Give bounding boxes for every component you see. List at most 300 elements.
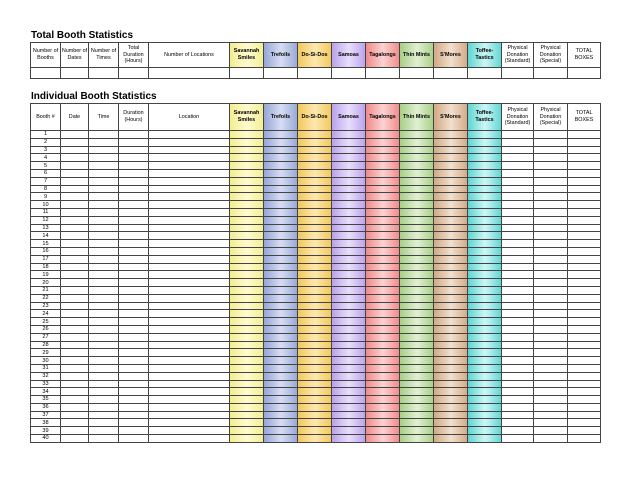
booth-cell-physical-donation-standard[interactable] (502, 255, 534, 263)
booth-cell-samoas[interactable] (332, 427, 366, 435)
booth-cell-samoas[interactable] (332, 349, 366, 357)
booth-cell-thin-mints[interactable] (400, 279, 434, 287)
booth-cell-tagalongs[interactable] (366, 154, 400, 162)
booth-cell-total-boxes[interactable] (568, 247, 601, 255)
booth-cell-do-si-dos[interactable] (298, 302, 332, 310)
booth-cell-savannah-smiles[interactable] (230, 388, 264, 396)
booth-cell-duration[interactable] (119, 380, 149, 388)
booth-cell-toffee-tastics[interactable] (468, 310, 502, 318)
total-cell-number-of-booths[interactable] (31, 68, 61, 79)
booth-cell-toffee-tastics[interactable] (468, 364, 502, 372)
booth-cell-physical-donation-special[interactable] (534, 177, 568, 185)
booth-cell-physical-donation-standard[interactable] (502, 333, 534, 341)
booth-cell-physical-donation-standard[interactable] (502, 411, 534, 419)
booth-cell-do-si-dos[interactable] (298, 357, 332, 365)
booth-cell-trefoils[interactable] (264, 435, 298, 443)
booth-cell-toffee-tastics[interactable] (468, 255, 502, 263)
booth-cell-location[interactable] (149, 271, 230, 279)
booth-cell-toffee-tastics[interactable] (468, 325, 502, 333)
booth-cell-smores[interactable] (434, 357, 468, 365)
booth-cell-do-si-dos[interactable] (298, 240, 332, 248)
booth-cell-do-si-dos[interactable] (298, 388, 332, 396)
booth-cell-samoas[interactable] (332, 193, 366, 201)
booth-cell-date[interactable] (61, 247, 89, 255)
booth-cell-savannah-smiles[interactable] (230, 263, 264, 271)
booth-cell-physical-donation-standard[interactable] (502, 286, 534, 294)
booth-cell-thin-mints[interactable] (400, 380, 434, 388)
booth-cell-time[interactable] (89, 201, 119, 209)
booth-cell-samoas[interactable] (332, 169, 366, 177)
booth-cell-physical-donation-special[interactable] (534, 240, 568, 248)
booth-cell-location[interactable] (149, 224, 230, 232)
booth-cell-do-si-dos[interactable] (298, 162, 332, 170)
booth-cell-thin-mints[interactable] (400, 154, 434, 162)
booth-cell-savannah-smiles[interactable] (230, 396, 264, 404)
booth-cell-thin-mints[interactable] (400, 247, 434, 255)
booth-cell-toffee-tastics[interactable] (468, 411, 502, 419)
booth-cell-trefoils[interactable] (264, 271, 298, 279)
booth-cell-trefoils[interactable] (264, 263, 298, 271)
booth-cell-savannah-smiles[interactable] (230, 403, 264, 411)
booth-cell-do-si-dos[interactable] (298, 325, 332, 333)
booth-cell-duration[interactable] (119, 216, 149, 224)
booth-cell-do-si-dos[interactable] (298, 177, 332, 185)
booth-cell-thin-mints[interactable] (400, 388, 434, 396)
booth-cell-do-si-dos[interactable] (298, 364, 332, 372)
booth-cell-savannah-smiles[interactable] (230, 333, 264, 341)
booth-cell-date[interactable] (61, 131, 89, 139)
booth-cell-total-boxes[interactable] (568, 357, 601, 365)
booth-cell-time[interactable] (89, 146, 119, 154)
booth-cell-trefoils[interactable] (264, 341, 298, 349)
booth-cell-duration[interactable] (119, 131, 149, 139)
booth-cell-physical-donation-standard[interactable] (502, 271, 534, 279)
booth-cell-toffee-tastics[interactable] (468, 216, 502, 224)
booth-cell-physical-donation-standard[interactable] (502, 435, 534, 443)
booth-cell-total-boxes[interactable] (568, 435, 601, 443)
booth-cell-toffee-tastics[interactable] (468, 302, 502, 310)
booth-cell-physical-donation-special[interactable] (534, 388, 568, 396)
booth-cell-trefoils[interactable] (264, 185, 298, 193)
booth-cell-samoas[interactable] (332, 146, 366, 154)
booth-cell-total-boxes[interactable] (568, 302, 601, 310)
booth-cell-thin-mints[interactable] (400, 138, 434, 146)
booth-cell-smores[interactable] (434, 177, 468, 185)
booth-cell-samoas[interactable] (332, 396, 366, 404)
booth-cell-time[interactable] (89, 380, 119, 388)
booth-cell-location[interactable] (149, 255, 230, 263)
booth-cell-physical-donation-special[interactable] (534, 162, 568, 170)
booth-cell-physical-donation-special[interactable] (534, 349, 568, 357)
booth-cell-location[interactable] (149, 396, 230, 404)
booth-cell-do-si-dos[interactable] (298, 169, 332, 177)
booth-cell-toffee-tastics[interactable] (468, 341, 502, 349)
booth-cell-trefoils[interactable] (264, 154, 298, 162)
booth-cell-time[interactable] (89, 162, 119, 170)
booth-cell-tagalongs[interactable] (366, 294, 400, 302)
booth-cell-physical-donation-standard[interactable] (502, 162, 534, 170)
booth-cell-thin-mints[interactable] (400, 177, 434, 185)
booth-cell-trefoils[interactable] (264, 138, 298, 146)
booth-cell-tagalongs[interactable] (366, 279, 400, 287)
booth-cell-time[interactable] (89, 154, 119, 162)
booth-cell-tagalongs[interactable] (366, 349, 400, 357)
booth-cell-savannah-smiles[interactable] (230, 146, 264, 154)
booth-cell-duration[interactable] (119, 201, 149, 209)
booth-cell-physical-donation-standard[interactable] (502, 263, 534, 271)
booth-cell-trefoils[interactable] (264, 302, 298, 310)
booth-cell-tagalongs[interactable] (366, 271, 400, 279)
booth-cell-time[interactable] (89, 240, 119, 248)
booth-cell-total-boxes[interactable] (568, 263, 601, 271)
booth-cell-toffee-tastics[interactable] (468, 201, 502, 209)
booth-cell-date[interactable] (61, 435, 89, 443)
booth-cell-time[interactable] (89, 232, 119, 240)
booth-cell-total-boxes[interactable] (568, 318, 601, 326)
booth-cell-toffee-tastics[interactable] (468, 240, 502, 248)
booth-cell-tagalongs[interactable] (366, 131, 400, 139)
booth-cell-time[interactable] (89, 318, 119, 326)
booth-cell-trefoils[interactable] (264, 169, 298, 177)
booth-cell-toffee-tastics[interactable] (468, 349, 502, 357)
booth-cell-physical-donation-special[interactable] (534, 403, 568, 411)
booth-cell-savannah-smiles[interactable] (230, 341, 264, 349)
booth-cell-do-si-dos[interactable] (298, 310, 332, 318)
booth-cell-time[interactable] (89, 333, 119, 341)
booth-cell-total-boxes[interactable] (568, 349, 601, 357)
booth-cell-time[interactable] (89, 357, 119, 365)
booth-cell-samoas[interactable] (332, 224, 366, 232)
booth-cell-trefoils[interactable] (264, 396, 298, 404)
booth-cell-total-boxes[interactable] (568, 138, 601, 146)
booth-cell-savannah-smiles[interactable] (230, 208, 264, 216)
booth-cell-thin-mints[interactable] (400, 427, 434, 435)
booth-cell-thin-mints[interactable] (400, 294, 434, 302)
booth-cell-date[interactable] (61, 169, 89, 177)
booth-cell-physical-donation-standard[interactable] (502, 357, 534, 365)
booth-cell-thin-mints[interactable] (400, 396, 434, 404)
booth-cell-smores[interactable] (434, 232, 468, 240)
booth-cell-do-si-dos[interactable] (298, 224, 332, 232)
booth-cell-smores[interactable] (434, 208, 468, 216)
booth-cell-physical-donation-standard[interactable] (502, 131, 534, 139)
booth-cell-samoas[interactable] (332, 294, 366, 302)
booth-cell-do-si-dos[interactable] (298, 131, 332, 139)
booth-cell-physical-donation-standard[interactable] (502, 138, 534, 146)
booth-cell-smores[interactable] (434, 294, 468, 302)
booth-cell-samoas[interactable] (332, 435, 366, 443)
booth-cell-samoas[interactable] (332, 403, 366, 411)
booth-cell-smores[interactable] (434, 240, 468, 248)
booth-cell-tagalongs[interactable] (366, 435, 400, 443)
booth-cell-time[interactable] (89, 247, 119, 255)
booth-cell-duration[interactable] (119, 325, 149, 333)
booth-cell-toffee-tastics[interactable] (468, 372, 502, 380)
booth-cell-toffee-tastics[interactable] (468, 247, 502, 255)
booth-cell-physical-donation-standard[interactable] (502, 364, 534, 372)
booth-cell-smores[interactable] (434, 411, 468, 419)
booth-cell-toffee-tastics[interactable] (468, 208, 502, 216)
booth-cell-savannah-smiles[interactable] (230, 162, 264, 170)
booth-cell-samoas[interactable] (332, 271, 366, 279)
booth-cell-time[interactable] (89, 138, 119, 146)
booth-cell-physical-donation-special[interactable] (534, 380, 568, 388)
booth-cell-date[interactable] (61, 341, 89, 349)
booth-cell-do-si-dos[interactable] (298, 380, 332, 388)
booth-cell-time[interactable] (89, 388, 119, 396)
booth-cell-duration[interactable] (119, 232, 149, 240)
booth-cell-trefoils[interactable] (264, 162, 298, 170)
booth-cell-savannah-smiles[interactable] (230, 419, 264, 427)
total-cell-tagalongs[interactable] (366, 68, 400, 79)
booth-cell-thin-mints[interactable] (400, 419, 434, 427)
booth-cell-total-boxes[interactable] (568, 208, 601, 216)
booth-cell-location[interactable] (149, 232, 230, 240)
booth-cell-total-boxes[interactable] (568, 388, 601, 396)
booth-cell-time[interactable] (89, 208, 119, 216)
booth-cell-trefoils[interactable] (264, 357, 298, 365)
booth-cell-trefoils[interactable] (264, 177, 298, 185)
booth-cell-duration[interactable] (119, 169, 149, 177)
booth-cell-physical-donation-special[interactable] (534, 247, 568, 255)
booth-cell-tagalongs[interactable] (366, 427, 400, 435)
booth-cell-date[interactable] (61, 310, 89, 318)
booth-cell-trefoils[interactable] (264, 427, 298, 435)
booth-cell-time[interactable] (89, 302, 119, 310)
booth-cell-smores[interactable] (434, 146, 468, 154)
booth-cell-samoas[interactable] (332, 185, 366, 193)
booth-cell-tagalongs[interactable] (366, 208, 400, 216)
total-cell-smores[interactable] (434, 68, 468, 79)
booth-cell-do-si-dos[interactable] (298, 341, 332, 349)
booth-cell-location[interactable] (149, 162, 230, 170)
booth-cell-date[interactable] (61, 154, 89, 162)
booth-cell-tagalongs[interactable] (366, 185, 400, 193)
booth-cell-duration[interactable] (119, 310, 149, 318)
booth-cell-physical-donation-standard[interactable] (502, 294, 534, 302)
booth-cell-savannah-smiles[interactable] (230, 318, 264, 326)
booth-cell-time[interactable] (89, 372, 119, 380)
booth-cell-do-si-dos[interactable] (298, 279, 332, 287)
booth-cell-physical-donation-special[interactable] (534, 435, 568, 443)
booth-cell-physical-donation-standard[interactable] (502, 185, 534, 193)
booth-cell-toffee-tastics[interactable] (468, 146, 502, 154)
booth-cell-toffee-tastics[interactable] (468, 419, 502, 427)
booth-cell-duration[interactable] (119, 208, 149, 216)
booth-cell-location[interactable] (149, 185, 230, 193)
booth-cell-total-boxes[interactable] (568, 294, 601, 302)
booth-cell-smores[interactable] (434, 247, 468, 255)
booth-cell-tagalongs[interactable] (366, 216, 400, 224)
booth-cell-tagalongs[interactable] (366, 138, 400, 146)
total-cell-total-duration[interactable] (119, 68, 149, 79)
total-cell-savannah-smiles[interactable] (230, 68, 264, 79)
booth-cell-toffee-tastics[interactable] (468, 427, 502, 435)
booth-cell-samoas[interactable] (332, 388, 366, 396)
booth-cell-total-boxes[interactable] (568, 380, 601, 388)
booth-cell-tagalongs[interactable] (366, 325, 400, 333)
total-cell-number-of-locations[interactable] (149, 68, 230, 79)
booth-cell-trefoils[interactable] (264, 224, 298, 232)
booth-cell-thin-mints[interactable] (400, 232, 434, 240)
booth-cell-duration[interactable] (119, 146, 149, 154)
booth-cell-smores[interactable] (434, 427, 468, 435)
booth-cell-physical-donation-standard[interactable] (502, 193, 534, 201)
booth-cell-do-si-dos[interactable] (298, 411, 332, 419)
booth-cell-thin-mints[interactable] (400, 162, 434, 170)
booth-cell-duration[interactable] (119, 286, 149, 294)
booth-cell-thin-mints[interactable] (400, 403, 434, 411)
booth-cell-savannah-smiles[interactable] (230, 364, 264, 372)
booth-cell-physical-donation-standard[interactable] (502, 380, 534, 388)
booth-cell-tagalongs[interactable] (366, 333, 400, 341)
booth-cell-samoas[interactable] (332, 247, 366, 255)
booth-cell-location[interactable] (149, 154, 230, 162)
booth-cell-duration[interactable] (119, 302, 149, 310)
booth-cell-toffee-tastics[interactable] (468, 357, 502, 365)
booth-cell-toffee-tastics[interactable] (468, 435, 502, 443)
booth-cell-thin-mints[interactable] (400, 411, 434, 419)
booth-cell-thin-mints[interactable] (400, 193, 434, 201)
booth-cell-toffee-tastics[interactable] (468, 318, 502, 326)
booth-cell-savannah-smiles[interactable] (230, 380, 264, 388)
booth-cell-physical-donation-special[interactable] (534, 302, 568, 310)
booth-cell-smores[interactable] (434, 372, 468, 380)
booth-cell-physical-donation-special[interactable] (534, 232, 568, 240)
booth-cell-physical-donation-special[interactable] (534, 341, 568, 349)
booth-cell-duration[interactable] (119, 427, 149, 435)
booth-cell-physical-donation-special[interactable] (534, 201, 568, 209)
booth-cell-thin-mints[interactable] (400, 286, 434, 294)
booth-cell-smores[interactable] (434, 138, 468, 146)
booth-cell-time[interactable] (89, 403, 119, 411)
booth-cell-location[interactable] (149, 263, 230, 271)
booth-cell-physical-donation-special[interactable] (534, 208, 568, 216)
booth-cell-smores[interactable] (434, 403, 468, 411)
booth-cell-tagalongs[interactable] (366, 232, 400, 240)
booth-cell-samoas[interactable] (332, 302, 366, 310)
booth-cell-tagalongs[interactable] (366, 286, 400, 294)
booth-cell-smores[interactable] (434, 419, 468, 427)
booth-cell-smores[interactable] (434, 388, 468, 396)
booth-cell-time[interactable] (89, 131, 119, 139)
booth-cell-do-si-dos[interactable] (298, 193, 332, 201)
booth-cell-physical-donation-special[interactable] (534, 263, 568, 271)
booth-cell-trefoils[interactable] (264, 318, 298, 326)
booth-cell-tagalongs[interactable] (366, 341, 400, 349)
booth-cell-physical-donation-standard[interactable] (502, 388, 534, 396)
booth-cell-date[interactable] (61, 193, 89, 201)
booth-cell-do-si-dos[interactable] (298, 208, 332, 216)
booth-cell-trefoils[interactable] (264, 372, 298, 380)
booth-cell-tagalongs[interactable] (366, 302, 400, 310)
booth-cell-thin-mints[interactable] (400, 349, 434, 357)
booth-cell-time[interactable] (89, 419, 119, 427)
booth-cell-time[interactable] (89, 224, 119, 232)
booth-cell-samoas[interactable] (332, 310, 366, 318)
booth-cell-thin-mints[interactable] (400, 224, 434, 232)
booth-cell-trefoils[interactable] (264, 255, 298, 263)
booth-cell-do-si-dos[interactable] (298, 138, 332, 146)
booth-cell-tagalongs[interactable] (366, 357, 400, 365)
booth-cell-toffee-tastics[interactable] (468, 193, 502, 201)
booth-cell-thin-mints[interactable] (400, 333, 434, 341)
booth-cell-physical-donation-standard[interactable] (502, 240, 534, 248)
booth-cell-location[interactable] (149, 427, 230, 435)
booth-cell-physical-donation-special[interactable] (534, 419, 568, 427)
booth-cell-toffee-tastics[interactable] (468, 169, 502, 177)
booth-cell-time[interactable] (89, 435, 119, 443)
booth-cell-samoas[interactable] (332, 364, 366, 372)
booth-cell-tagalongs[interactable] (366, 169, 400, 177)
booth-cell-date[interactable] (61, 177, 89, 185)
booth-cell-location[interactable] (149, 294, 230, 302)
booth-cell-samoas[interactable] (332, 357, 366, 365)
total-cell-trefoils[interactable] (264, 68, 298, 79)
total-cell-toffee-tastics[interactable] (468, 68, 502, 79)
booth-cell-tagalongs[interactable] (366, 310, 400, 318)
booth-cell-thin-mints[interactable] (400, 310, 434, 318)
booth-cell-smores[interactable] (434, 364, 468, 372)
booth-cell-physical-donation-special[interactable] (534, 427, 568, 435)
booth-cell-smores[interactable] (434, 318, 468, 326)
booth-cell-samoas[interactable] (332, 318, 366, 326)
booth-cell-location[interactable] (149, 325, 230, 333)
booth-cell-thin-mints[interactable] (400, 201, 434, 209)
booth-cell-thin-mints[interactable] (400, 216, 434, 224)
booth-cell-duration[interactable] (119, 193, 149, 201)
booth-cell-do-si-dos[interactable] (298, 255, 332, 263)
booth-cell-tagalongs[interactable] (366, 372, 400, 380)
booth-cell-smores[interactable] (434, 380, 468, 388)
booth-cell-tagalongs[interactable] (366, 396, 400, 404)
booth-cell-savannah-smiles[interactable] (230, 357, 264, 365)
booth-cell-tagalongs[interactable] (366, 146, 400, 154)
booth-cell-duration[interactable] (119, 279, 149, 287)
booth-cell-location[interactable] (149, 349, 230, 357)
booth-cell-physical-donation-standard[interactable] (502, 208, 534, 216)
booth-cell-tagalongs[interactable] (366, 224, 400, 232)
total-cell-samoas[interactable] (332, 68, 366, 79)
booth-cell-savannah-smiles[interactable] (230, 325, 264, 333)
booth-cell-total-boxes[interactable] (568, 364, 601, 372)
booth-cell-samoas[interactable] (332, 263, 366, 271)
booth-cell-total-boxes[interactable] (568, 193, 601, 201)
booth-cell-samoas[interactable] (332, 255, 366, 263)
booth-cell-time[interactable] (89, 177, 119, 185)
booth-cell-date[interactable] (61, 263, 89, 271)
booth-cell-physical-donation-standard[interactable] (502, 177, 534, 185)
booth-cell-location[interactable] (149, 388, 230, 396)
booth-cell-time[interactable] (89, 310, 119, 318)
booth-cell-thin-mints[interactable] (400, 302, 434, 310)
booth-cell-date[interactable] (61, 294, 89, 302)
booth-cell-savannah-smiles[interactable] (230, 154, 264, 162)
booth-cell-total-boxes[interactable] (568, 333, 601, 341)
booth-cell-location[interactable] (149, 310, 230, 318)
booth-cell-location[interactable] (149, 131, 230, 139)
booth-cell-smores[interactable] (434, 325, 468, 333)
booth-cell-physical-donation-standard[interactable] (502, 154, 534, 162)
booth-cell-smores[interactable] (434, 131, 468, 139)
booth-cell-duration[interactable] (119, 154, 149, 162)
booth-cell-trefoils[interactable] (264, 131, 298, 139)
booth-cell-duration[interactable] (119, 138, 149, 146)
booth-cell-date[interactable] (61, 286, 89, 294)
booth-cell-trefoils[interactable] (264, 208, 298, 216)
booth-cell-physical-donation-special[interactable] (534, 216, 568, 224)
booth-cell-trefoils[interactable] (264, 294, 298, 302)
